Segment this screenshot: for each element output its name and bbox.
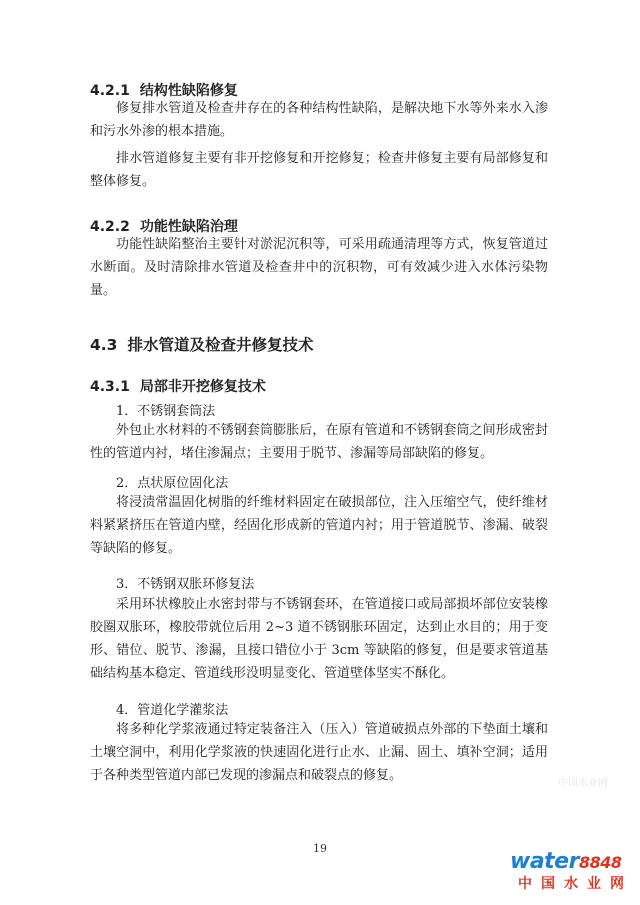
section-number: 4.3 — [90, 336, 118, 354]
section-heading-4-3-1 — [90, 376, 266, 396]
section-number: 4.2.2 — [90, 219, 130, 235]
logo-number: 8848 — [578, 853, 622, 872]
section-title: 排水管道及检查井修复技术 — [127, 336, 314, 354]
method-title: 1．不锈钢套筒法 — [116, 404, 216, 419]
logo-brand: water — [510, 849, 579, 874]
site-logo — [510, 849, 633, 898]
method-title: 3．不锈钢双胀环修复法 — [116, 577, 255, 592]
paragraph: 功能性缺陷整治主要针对淤泥沉积等，可采用疏通清理等方式，恢复管道过水断面。及时清除排水管道及检查井中的沉积物，可有效减少进入水体污染物量。 — [90, 237, 548, 298]
method-title: 2．点状原位固化法 — [116, 476, 229, 491]
method-description: 采用环状橡胶止水密封带与不锈钢套环，在管道接口或局部损坏部位安装橡胶圈双胀环，橡胶带就位后用 2~3 道不锈钢胀环固定，达到止水目的；用于变形、错位、脱节、渗漏，且接口错位小于 3cm 等缺陷的修复，但是要求管道基础结构基本稳定、管道线形没明显变化、管道壁体坚实不酥化。 — [90, 597, 548, 681]
method-description: 将浸渍常温固化树脂的纤维材料固定在破损部位，注入压缩空气，使纤维材料紧紧挤压在管道内壁，经固化形成新的管道内衬；用于管道脱节、渗漏、破裂等缺陷的修复。 — [90, 495, 548, 556]
method-description: 外包止水材料的不锈钢套筒膨胀后，在原有管道和不锈钢套筒之间形成密封性的管道内衬，堵住渗漏点；主要用于脱节、渗漏等局部缺陷的修复。 — [90, 423, 548, 461]
method-title: 4．管道化学灌浆法 — [116, 703, 229, 718]
section-number: 4.3.1 — [90, 379, 130, 395]
section-number: 4.2.1 — [90, 83, 130, 99]
method-description: 将多种化学浆液通过特定装备注入（压入）管道破损点外部的下垫面土壤和土壤空洞中，利用化学浆液的快速固化进行止水、止漏、固土、填补空洞；适用于各种类型管道内部已发现的渗漏点和破裂点的修复。 — [90, 722, 548, 783]
section-heading-4-3 — [90, 333, 313, 355]
logo-wordmark — [510, 850, 630, 875]
page-number: 19 — [313, 842, 327, 855]
section-title: 局部非开挖修复技术 — [139, 379, 266, 395]
paragraph: 修复排水管道及检查井存在的各种结构性缺陷，是解决地下水等外来水入渗和污水外渗的根本措施。 — [90, 101, 548, 139]
paragraph: 排水管道修复主要有非开挖修复和开挖修复；检查井修复主要有局部修复和整体修复。 — [90, 151, 548, 189]
logo-chinese: 中国水业网 — [518, 876, 633, 892]
watermark-text: 中国水业网 — [558, 778, 608, 789]
section-title: 功能性缺陷治理 — [139, 219, 238, 235]
section-title: 结构性缺陷修复 — [139, 83, 238, 99]
